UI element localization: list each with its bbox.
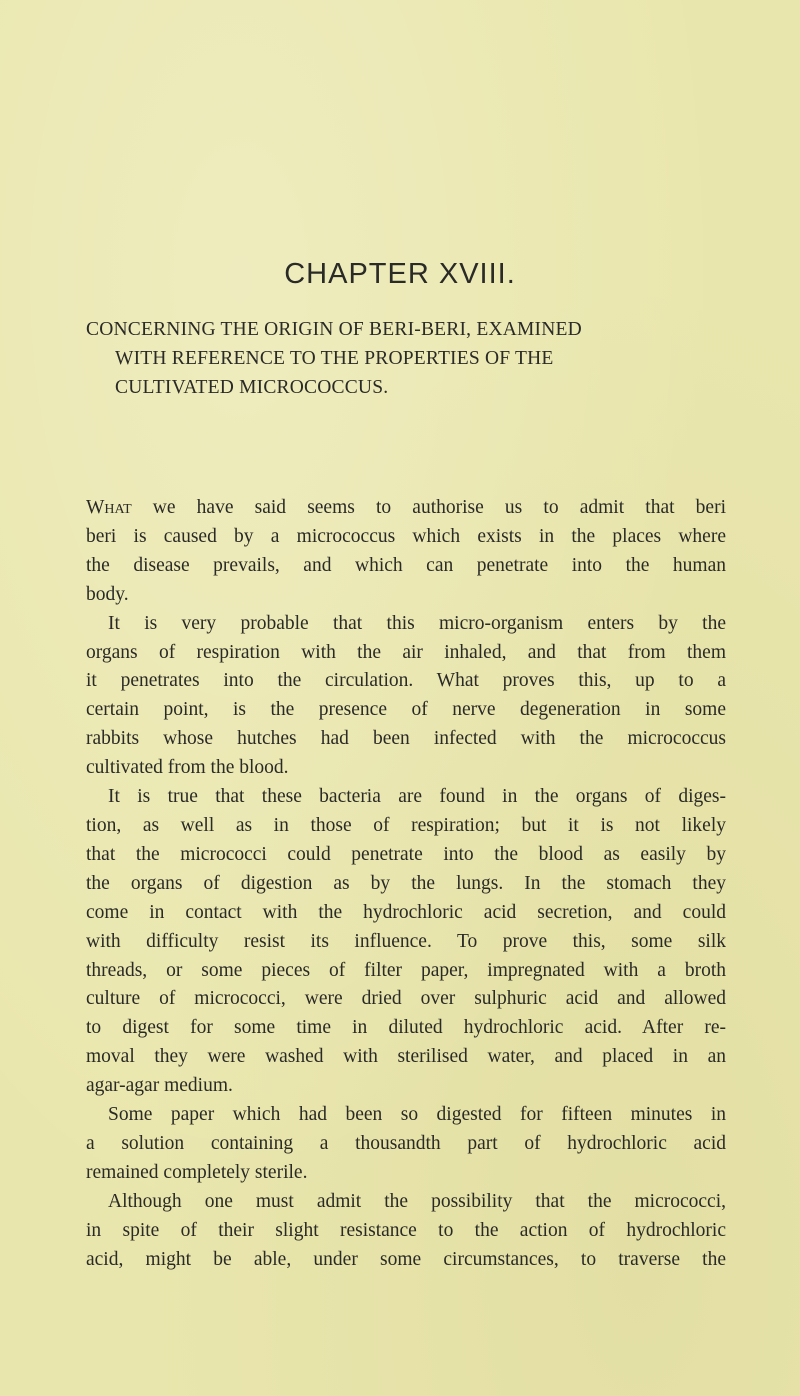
chapter-heading-line-1: CONCERNING THE ORIGIN OF BERI-BERI, EXAMINED <box>86 319 582 340</box>
opening-word: What <box>86 497 132 518</box>
chapter-heading-line-2: WITH REFERENCE TO THE PROPERTIES OF THE <box>115 348 554 369</box>
chapter-title: CHAPTER XVIII. <box>284 258 516 290</box>
text-line-8: certain point, is the presence of nerve degeneration in some <box>86 699 726 721</box>
text-line-20: moval they were washed with sterilised water, and placed in an <box>86 1046 726 1068</box>
text-line-10: cultivated from the blood. <box>86 757 289 779</box>
text-line-12: tion, as well as in those of respiration; but it is not likely <box>86 814 726 836</box>
text-line-9: rabbits whose hutches had been infected with the micrococcus <box>86 728 726 750</box>
text-line-5: It is very probable that this micro-organism enters by the <box>108 612 726 634</box>
text-line-7: it penetrates into the circulation. What proves this, up to a <box>86 670 726 692</box>
body-text <box>86 494 726 1274</box>
text-line-1 <box>86 494 726 523</box>
text-line-23: a solution containing a thousandth part of hydrochloric acid <box>86 1132 726 1154</box>
text-line-1-rest: we have said seems to authorise us to admit that beri <box>131 497 726 518</box>
chapter-heading <box>86 315 726 402</box>
text-line-13: that the micrococci could penetrate into the blood as easily by <box>86 843 726 865</box>
text-line-27: acid, might be able, under some circumstances, to traverse the <box>86 1248 726 1270</box>
text-line-21: agar-agar medium. <box>86 1075 233 1097</box>
text-line-25: Although one must admit the possibility that the micrococci, <box>108 1190 726 1212</box>
text-line-16: with difficulty resist its influence. To prove this, some silk <box>86 930 726 952</box>
text-line-19: to digest for some time in diluted hydrochloric acid. After re- <box>86 1017 726 1039</box>
text-line-22: Some paper which had been so digested for fifteen minutes in <box>108 1104 726 1126</box>
text-line-18: culture of micrococci, were dried over sulphuric acid and allowed <box>86 988 726 1010</box>
text-line-2: beri is caused by a micrococcus which exists in the places where <box>86 525 726 547</box>
text-line-11: It is true that these bacteria are found in the organs of diges- <box>108 786 726 808</box>
text-line-17: threads, or some pieces of filter paper, impregnated with a broth <box>86 959 726 981</box>
text-line-3: the disease prevails, and which can penetrate into the human <box>86 554 726 576</box>
text-line-24: remained completely sterile. <box>86 1161 308 1183</box>
text-line-26: in spite of their slight resistance to the action of hydrochloric <box>86 1219 726 1241</box>
text-line-4: body. <box>86 583 129 605</box>
text-line-14: the organs of digestion as by the lungs. In the stomach they <box>86 872 726 894</box>
chapter-heading-line-3: CULTIVATED MICROCOCCUS. <box>115 377 389 398</box>
text-line-15: come in contact with the hydrochloric acid secretion, and could <box>86 901 726 923</box>
text-line-6: organs of respiration with the air inhaled, and that from them <box>86 641 726 663</box>
